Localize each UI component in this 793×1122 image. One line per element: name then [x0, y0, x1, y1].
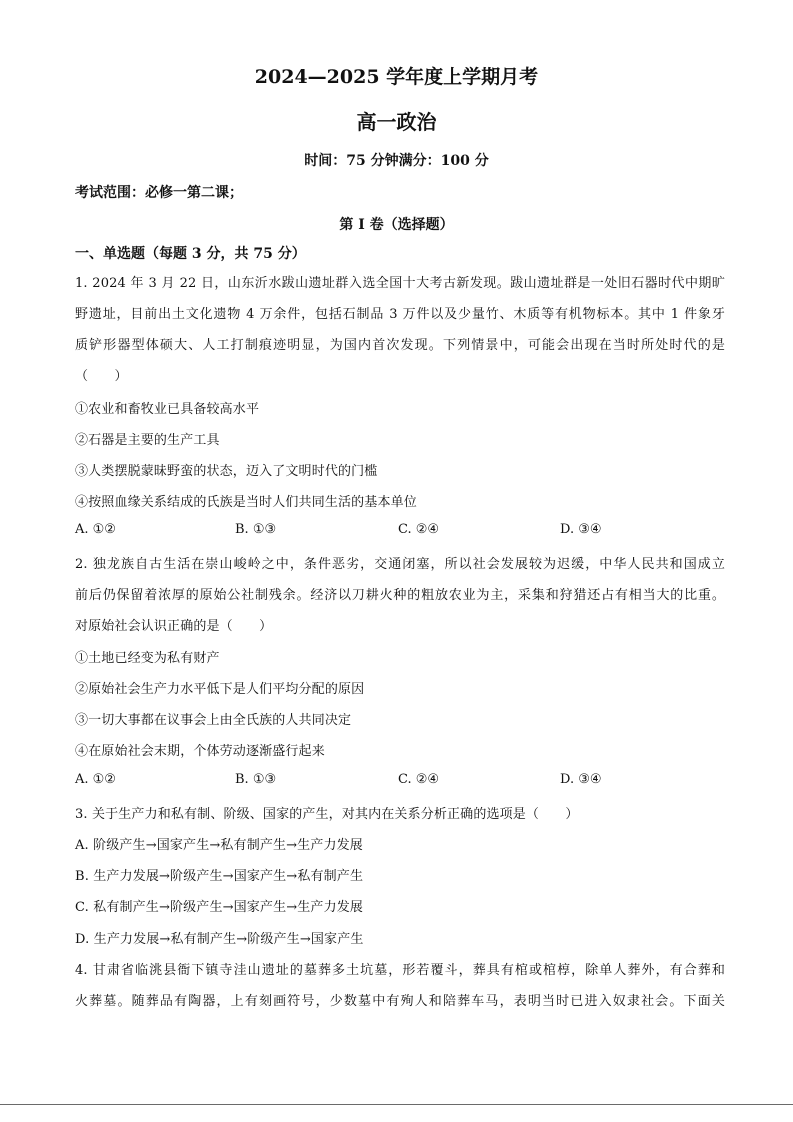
question-1-stem-line: 质铲形器型体硕大、人工打制痕迹明显，为国内首次发现。下列情景中，可能会出现在当时所处时代的是 [75, 338, 725, 353]
question-1-statement: ③人类摆脱蒙昧野蛮的状态，迈入了文明时代的门槛 [75, 464, 378, 479]
option-c[interactable]: C. ②④ [398, 772, 440, 787]
question-2-statement: ①土地已经变为私有财产 [75, 651, 220, 666]
option-d[interactable]: D. ③④ [560, 522, 602, 537]
time-info: 时间：75 分钟满分：100 分 [304, 153, 489, 169]
question-4-stem-line: 4. 甘肃省临洮县衙下镇寺洼山遗址的墓葬多土坑墓，形若覆斗，葬具有棺或棺椁，除单人葬外，有合葬和 [75, 963, 725, 978]
option-b[interactable]: B. ①③ [235, 522, 277, 537]
question-2-stem-line: 前后仍保留着浓厚的原始公社制残余。经济以刀耕火种的粗放农业为主，采集和狩猎还占有相当大的比重。 [75, 588, 725, 603]
question-1-statement: ①农业和畜牧业已具备较高水平 [75, 402, 260, 417]
question-3-choice[interactable]: D. 生产力发展→私有制产生→阶级产生→国家产生 [75, 932, 364, 947]
footer-divider [0, 1104, 793, 1105]
question-4-stem-line: 火葬墓。随葬品有陶器，上有刻画符号，少数墓中有殉人和陪葬车马，表明当时已进入奴隶社会。下面关 [75, 994, 725, 1009]
question-1-stem-line: 野遗址，目前出土文化遗物 4 万余件，包括石制品 3 万件以及少量竹、木质等有机物标本。其中 1 件象牙 [75, 307, 725, 322]
part-heading: 一、单选题（每题 3 分，共 75 分） [75, 246, 306, 262]
option-d[interactable]: D. ③④ [560, 772, 602, 787]
option-a[interactable]: A. ①② [75, 522, 116, 537]
exam-title: 2024—2025 学年度上学期月考 [254, 66, 539, 88]
option-a[interactable]: A. ①② [75, 772, 116, 787]
question-1-statement: ②石器是主要的生产工具 [75, 433, 220, 448]
question-1-statement: ④按照血缘关系结成的氏族是当时人们共同生活的基本单位 [75, 495, 417, 510]
question-3-choice[interactable]: A. 阶级产生→国家产生→私有制产生→生产力发展 [75, 838, 363, 853]
question-2-options [75, 772, 725, 790]
option-b[interactable]: B. ①③ [235, 772, 277, 787]
question-1-stem-line: 1. 2024 年 3 月 22 日，山东沂水跋山遗址群入选全国十大考古新发现。跋山遗址群是一处旧石器时代中期旷 [75, 276, 725, 291]
question-3-choice[interactable]: C. 私有制产生→阶级产生→国家产生→生产力发展 [75, 900, 364, 915]
subject-title: 高一政治 [356, 110, 437, 134]
option-c[interactable]: C. ②④ [398, 522, 440, 537]
exam-scope: 考试范围：必修一第二课； [75, 185, 243, 201]
question-2-statement: ③一切大事都在议事会上由全氏族的人共同决定 [75, 713, 352, 728]
question-3-choice[interactable]: B. 生产力发展→阶级产生→国家产生→私有制产生 [75, 869, 364, 884]
question-1-options [75, 522, 725, 540]
question-2-statement: ②原始社会生产力水平低下是人们平均分配的原因 [75, 682, 365, 697]
question-1-stem-line: （ ） [75, 369, 128, 384]
question-2-stem-line: 2. 独龙族自古生活在崇山峻岭之中，条件恶劣，交通闭塞，所以社会发展较为迟缓，中华人民共和国成立 [75, 557, 725, 572]
section-title: 第 I 卷（选择题） [339, 217, 454, 233]
question-3-stem-line: 3. 关于生产力和私有制、阶级、国家的产生，对其内在关系分析正确的选项是（ ） [75, 807, 579, 822]
question-2-stem-line: 对原始社会认识正确的是（ ） [75, 619, 273, 634]
question-2-statement: ④在原始社会末期，个体劳动逐渐盛行起来 [75, 744, 325, 759]
